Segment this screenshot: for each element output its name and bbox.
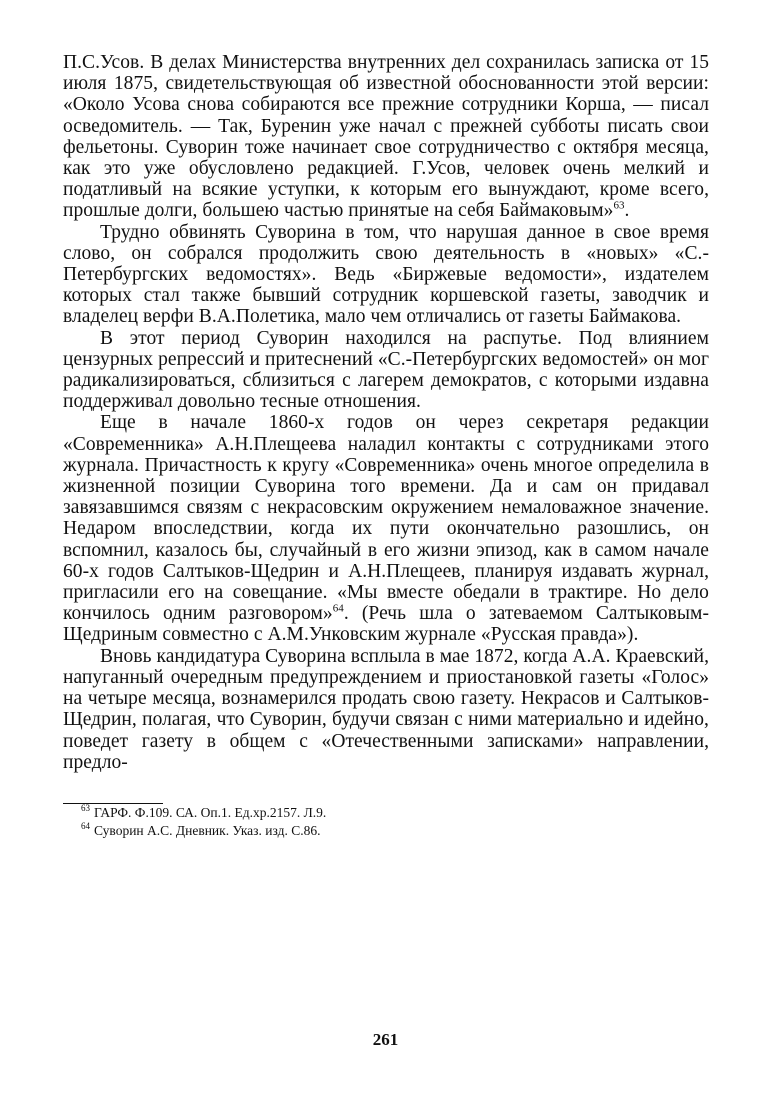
paragraph-2 <box>63 222 709 328</box>
footnote-63 <box>63 804 709 822</box>
footnote-ref-63[interactable]: 63 <box>613 199 625 212</box>
paragraph-2-text: Трудно обвинять Суворина в том, что нарушая данное в свое время слово, он собрался продолжить свою деятельность в «новых» «С.-Петербургских ведомостях». Ведь «Биржевые ведомости», издателем которых стал также бывший сотрудник коршевской газеты, заводчик и владелец верфи В.А.Полетика, мало чем отличались от газеты Баймакова. <box>63 221 709 328</box>
paragraph-5-text: Вновь кандидатура Суворина всплыла в мае 1872, когда А.А. Краевский, напуганный очередным предупреждением и приостановкой газеты «Голос» на четыре месяца, вознамерился продать свою газету. Некрасов и Салтыков-Щедрин, полагая, что Суворин, будучи связан с ними материально и идейно, поведет газету в общем с «Отечественными записками» направлении, предло- <box>63 645 709 773</box>
footnote-text: Суворин А.С. Дневник. Указ. изд. С.86. <box>94 822 321 838</box>
footnote-text: ГАРФ. Ф.109. СА. Оп.1. Ед.хр.2157. Л.9. <box>94 804 327 820</box>
page-number: 261 <box>372 1030 399 1049</box>
paragraph-1-text: П.С.Усов. В делах Министерства внутренних дел сохранилась записка от 15 июля 1875, свидетельствующая об известной обоснованности этой версии: «Около Усова снова собираются все прежние сотрудники Корша, — писал осведомитель. — Так, Буренин уже начал с прежней субботы писать свои фельетоны. Суворин тоже начинает свое сотрудничество с октября месяца, как это уже обусловлено редакцией. Г.Усов, человек очень мелкий и податливый на всякие уступки, к которым его вынуждают, кроме всего, прошлые долги, большею частью принятые на себя Баймаковым» <box>63 52 709 222</box>
paragraph-1-tail: . <box>624 200 630 222</box>
paragraph-4-tail: . (Речь шла о затеваемом Салтыковым-Щедриным совместно с А.М.Унковским журнале «Русская правда»). <box>63 603 709 646</box>
paragraph-3-text: В этот период Суворин находился на распутье. Под влиянием цензурных репрессий и притеснений «С.-Петербургских ведомостей» он мог радикализироваться, сблизиться с лагерем демократов, с которыми издавна поддерживал довольно тесные отношения. <box>63 327 709 413</box>
paragraph-3 <box>63 328 709 413</box>
footnote-mark: 64 <box>81 821 90 832</box>
paragraph-4-text: Еще в начале 1860-х годов он через секретаря редакции «Современника» А.Н.Плещеева наладил контакты с сотрудниками этого журнала. Причастность к кругу «Современника» очень многое определила в жизненной позиции Суворина того времени. Да и сам он придавал завязавшимся связям с некрасовским окружением немаловажное значение. Недаром впоследствии, когда их пути окончательно разошлись, он вспомнил, казалось бы, случайный в его жизни эпизод, как в самом начале 60-х годов Салтыков-Щедрин и А.Н.Плещеев, планируя издавать журнал, пригласили его на совещание. «Мы вместе обедали в трактире. Но дело кончилось одним разговором» <box>63 412 709 625</box>
paragraph-5 <box>63 646 709 773</box>
footnote-64 <box>63 822 709 840</box>
paragraph-4 <box>63 412 709 645</box>
footnote-ref-64[interactable]: 64 <box>332 602 344 615</box>
book-page <box>63 52 709 840</box>
footnote-mark: 63 <box>81 803 90 814</box>
paragraph-1 <box>63 52 709 222</box>
